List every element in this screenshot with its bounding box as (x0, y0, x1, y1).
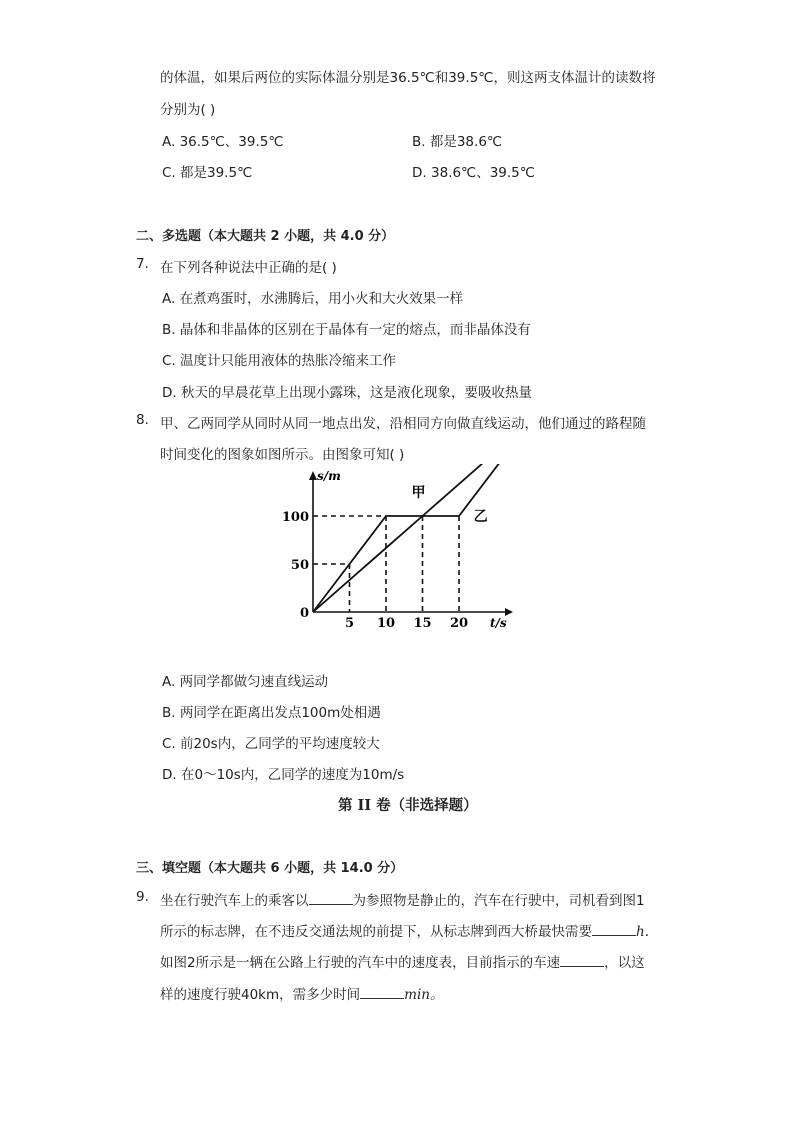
x-tick-label-5: 5 (344, 616, 355, 631)
q6-option-a: A. 36.5℃、39.5℃ (162, 134, 284, 150)
q9-line1-text-a: 坐在行驶汽车上的乘客以 (160, 893, 309, 909)
q8-option-a: A. 两同学都做匀速直线运动 (162, 674, 329, 690)
q7-option-b: B. 晶体和非晶体的区别在于晶体有一定的熔点，而非晶体没有 (162, 322, 531, 338)
q8-stem-line2: 时间变化的图象如图所示。由图象可知( ) (160, 447, 405, 463)
q6-stem-line1: 的体温，如果后两位的实际体温分别是36.5℃和39.5℃，则这两支体温计的读数将 (160, 70, 656, 86)
q8-option-c: C. 前20s内，乙同学的平均速度较大 (162, 736, 380, 752)
q9-number: 9. (136, 889, 149, 905)
q7-stem: 在下列各种说法中正确的是( ) (160, 260, 337, 276)
q7-number: 7. (136, 256, 149, 272)
section-heading-fill-in: 三、填空题（本大题共 6 小题，共 14.0 分） (136, 861, 404, 876)
q8-number: 8. (136, 412, 149, 428)
series-line-yi (313, 464, 499, 612)
q9-line4 (160, 983, 443, 1003)
q7-option-a: A. 在煮鸡蛋时，水沸腾后，用小火和大火效果一样 (162, 291, 464, 307)
q7-option-d: D. 秋天的早晨花草上出现小露珠，这是液化现象，要吸收热量 (162, 385, 532, 401)
q9-line3-text-a: 如图2所示是一辆在公路上行驶的汽车中的速度表，目前指示的车速 (160, 955, 561, 971)
q9-line1 (160, 889, 645, 909)
part2-title: 第 II 卷（非选择题） (338, 797, 478, 814)
section-heading-multiple-choice: 二、多选题（本大题共 2 小题，共 4.0 分） (136, 229, 395, 244)
q9-blank-2[interactable] (592, 921, 636, 936)
q9-line1-text-b: 为参照物是静止的，汽车在行驶中，司机看到图1 (352, 893, 645, 909)
q9-line3 (160, 951, 645, 971)
q6-option-d: D. 38.6℃、39.5℃ (412, 165, 535, 181)
q9-line2-text-a: 所示的标志牌，在不违反交通法规的前提下，从标志牌到西大桥最快需要 (160, 924, 592, 940)
q8-stem-line1: 甲、乙两同学从同时从同一地点出发，沿相同方向做直线运动，他们通过的路程随 (160, 416, 646, 432)
x-axis-label: t/s (490, 616, 507, 630)
q9-line3-text-b: ，以这 (604, 955, 645, 971)
x-axis-arrow (505, 608, 513, 616)
q6-option-b: B. 都是38.6℃ (412, 134, 503, 150)
q9-line4-text-b: min。 (404, 987, 444, 1003)
q9-blank-4[interactable] (360, 984, 404, 999)
y-tick-label-0: 0 (299, 606, 309, 621)
q9-line2 (160, 920, 649, 940)
y-axis-label: s/m (317, 469, 341, 483)
q7-option-c: C. 温度计只能用液体的热胀冷缩来工作 (162, 353, 397, 369)
q8-option-d: D. 在0～10s内，乙同学的速度为10m/s (162, 767, 405, 783)
distance-time-chart (280, 464, 520, 639)
series-label-jia: 甲 (411, 484, 426, 501)
q6-stem-line2: 分别为( ) (160, 102, 216, 118)
y-tick-label-50: 50 (290, 558, 309, 573)
series-label-yi: 乙 (473, 508, 488, 525)
y-axis-arrow (309, 471, 317, 480)
q9-blank-1[interactable] (309, 890, 353, 905)
q6-option-c: C. 都是39.5℃ (162, 165, 253, 181)
x-tick-label-15: 15 (413, 616, 432, 631)
x-tick-label-20: 20 (449, 616, 469, 631)
q9-line4-text-a: 样的速度行驶40km，需多少时间 (160, 987, 361, 1003)
series-line-jia (313, 464, 503, 612)
y-tick-label-100: 100 (281, 510, 309, 525)
x-tick-label-10: 10 (376, 616, 396, 631)
q9-line2-text-b: h. (636, 924, 649, 940)
q8-option-b: B. 两同学在距离出发点100m处相遇 (162, 705, 381, 721)
q9-blank-3[interactable] (560, 952, 604, 967)
